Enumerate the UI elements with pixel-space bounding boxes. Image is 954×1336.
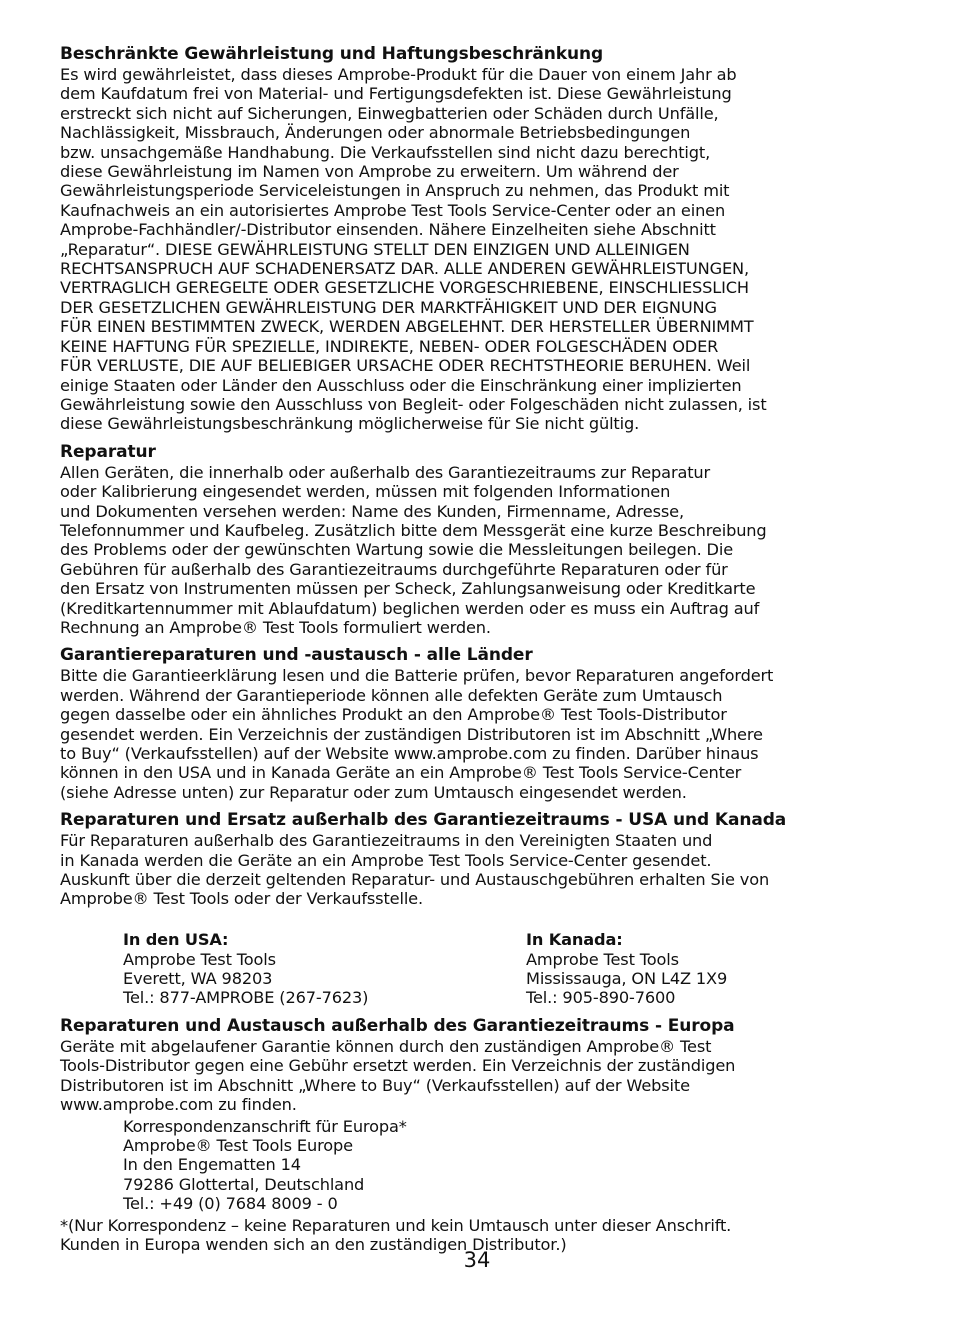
us-canada-text: Für Reparaturen außerhalb des Garantiezeitraums in den Vereinigten Staaten und in Kanada werden die Geräte an ein Amprobe Test Tools Service-Center gesendet. Auskunft über die derzeit geltenden Reparatur- und Austauschgebühren erhalten Sie von Amprobe® Test Tools oder der Verkaufsstelle. <box>60 831 770 909</box>
canada-address-block <box>526 911 727 1008</box>
usa-address: Amprobe Test Tools Everett, WA 98203 Tel.: 877-AMPROBE (267-7623) <box>123 949 369 1008</box>
europe-heading: Reparaturen und Austausch außerhalb des Garantiezeitraums - Europa <box>60 1015 735 1036</box>
canada-label: In Kanada: <box>526 930 623 950</box>
page-number: 34 <box>463 1248 491 1272</box>
europe-footnote: *(Nur Korrespondenz – keine Reparaturen und kein Umtausch unter dieser Anschrift. Kunden in Europa wenden sich an den zuständigen Distributor.) <box>60 1215 732 1254</box>
warranty-repairs-section <box>60 645 900 802</box>
us-canada-heading: Reparaturen und Ersatz außerhalb des Garantiezeitraums - USA und Kanada <box>60 810 787 831</box>
manual-page <box>60 44 900 1262</box>
usa-address-block <box>123 911 526 1008</box>
europe-text: Geräte mit abgelaufener Garantie können durch den zuständigen Amprobe® Test Tools-Distributor gegen eine Gebühr ersetzt werden. Ein Verzeichnis der zuständigen Distributoren ist im Abschnitt „Where to Buy“ (Verkaufsstellen) auf der Website www.amprobe.com zu finden. <box>60 1036 736 1115</box>
repair-text: Allen Geräten, die innerhalb oder außerhalb des Garantiezeitraums zur Reparatur oder Kalibrierung eingesendet werden, müssen mit folgenden Informationen und Dokumenten versehen werden: Name des Kunden, Firmenname, Adresse, Telefonnummer und Kaufbeleg. Zusätzlich bitte dem Messgerät eine kurze Beschreibung des Problems oder der gewünschten Wartung sowie die Messleitungen beilegen. Die Gebühren für außerhalb des Garantiezeitraums durchgeführte Reparaturen oder für den Ersatz von Instrumenten müssen per Scheck, Zahlungsanweisung oder Kreditkarte (Kreditkartennummer mit Ablaufdatum) beglichen werden oder es muss ein Auftrag auf Rechnung an Amprobe® Test Tools formuliert werden. <box>60 462 767 637</box>
repair-section <box>60 442 900 638</box>
warranty-repairs-heading: Garantiereparaturen und -austausch - alle Länder <box>60 645 533 666</box>
usa-label: In den USA: <box>123 930 229 950</box>
repair-heading: Reparatur <box>60 441 156 462</box>
warranty-repairs-text: Bitte die Garantieerklärung lesen und die Batterie prüfen, bevor Reparaturen angefordert werden. Während der Garantieperiode können alle defekten Geräte zum Umtausch gegen dasselbe oder ein ähnliches Produkt an den Amprobe® Test Tools-Distributor gesendet werden. Ein Verzeichnis der zuständigen Distributoren ist im Abschnitt „Where to Buy“ (Verkaufsstellen) auf der Website www.amprobe.com zu finden. Darüber hinaus können in den USA und in Kanada Geräte an ein Amprobe® Test Tools Service-Center (siehe Adresse unten) zur Reparatur oder zum Umtausch eingesendet werden. <box>60 666 774 802</box>
warranty-heading: Beschränkte Gewährleistung und Haftungsbeschränkung <box>60 44 604 64</box>
warranty-section <box>60 44 900 434</box>
europe-section <box>60 1016 900 1254</box>
us-canada-section <box>60 810 900 1008</box>
canada-address: Amprobe Test Tools Mississauga, ON L4Z 1X9 Tel.: 905-890-7600 <box>526 949 728 1008</box>
warranty-text: Es wird gewährleistet, dass dieses Amprobe-Produkt für die Dauer von einem Jahr ab dem Kaufdatum frei von Material- und Fertigungsdefekten ist. Diese Gewährleistung erstreckt sich nicht auf Sicherungen, Einwegbatterien oder Schäden durch Unfälle, Nachlässigkeit, Missbrauch, Änderungen oder abnormale Betriebsbedingungen bzw. unsachgemäße Handhabung. Die Verkaufsstellen sind nicht dazu berechtigt, diese Gewährleistung im Namen von Amprobe zu erweitern. Um während der Gewährleistungsperiode Serviceleistungen in Anspruch zu nehmen, das Produkt mit Kaufnachweis an ein autorisiertes Amprobe Test Tools Service-Center oder an einen Amprobe-Fachhändler/-Distributor einsenden. Nähere Einzelheiten siehe Abschnitt „Reparatur“. DIESE GEWÄHRLEISTUNG STELLT DEN EINZIGEN UND ALLEINIGEN RECHTSANSPRUCH AUF SCHADENERSATZ DAR. ALLE ANDEREN GEWÄHRLEISTUNGEN, VERTRAGLICH GEREGELTE ODER GESETZLICHE VORGESCHRIEBENE, EINSCHLIESSLICH DER GESETZLICHEN GEWÄHRLEISTUNG DER MARKTFÄHIGKEIT UND DER EIGNUNG FÜR EINEN BESTIMMTEN ZWECK, WERDEN ABGELEHNT. DER HERSTELLER ÜBERNIMMT KEINE HAFTUNG FÜR SPEZIELLE, INDIREKTE, NEBEN- ODER FOLGESCHÄDEN ODER FÜR VERLUSTE, DIE AUF BELIEBIGER URSACHE ODER RECHTSTHEORIE BERUHEN. Weil einige Staaten oder Länder den Ausschluss oder die Einschränkung einer implizierten Gewährleistung sowie den Ausschluss von Begleit- oder Folgeschäden nicht zulassen, ist diese Gewährleistungsbeschränkung möglicherweise für Sie nicht gültig. <box>60 65 767 434</box>
address-columns <box>60 911 900 1008</box>
europe-address: Korrespondenzanschrift für Europa* Amprobe® Test Tools Europe In den Engematten 14 79286 Glottertal, Deutschland Tel.: +49 (0) 7684 8009 - 0 <box>123 1116 407 1214</box>
